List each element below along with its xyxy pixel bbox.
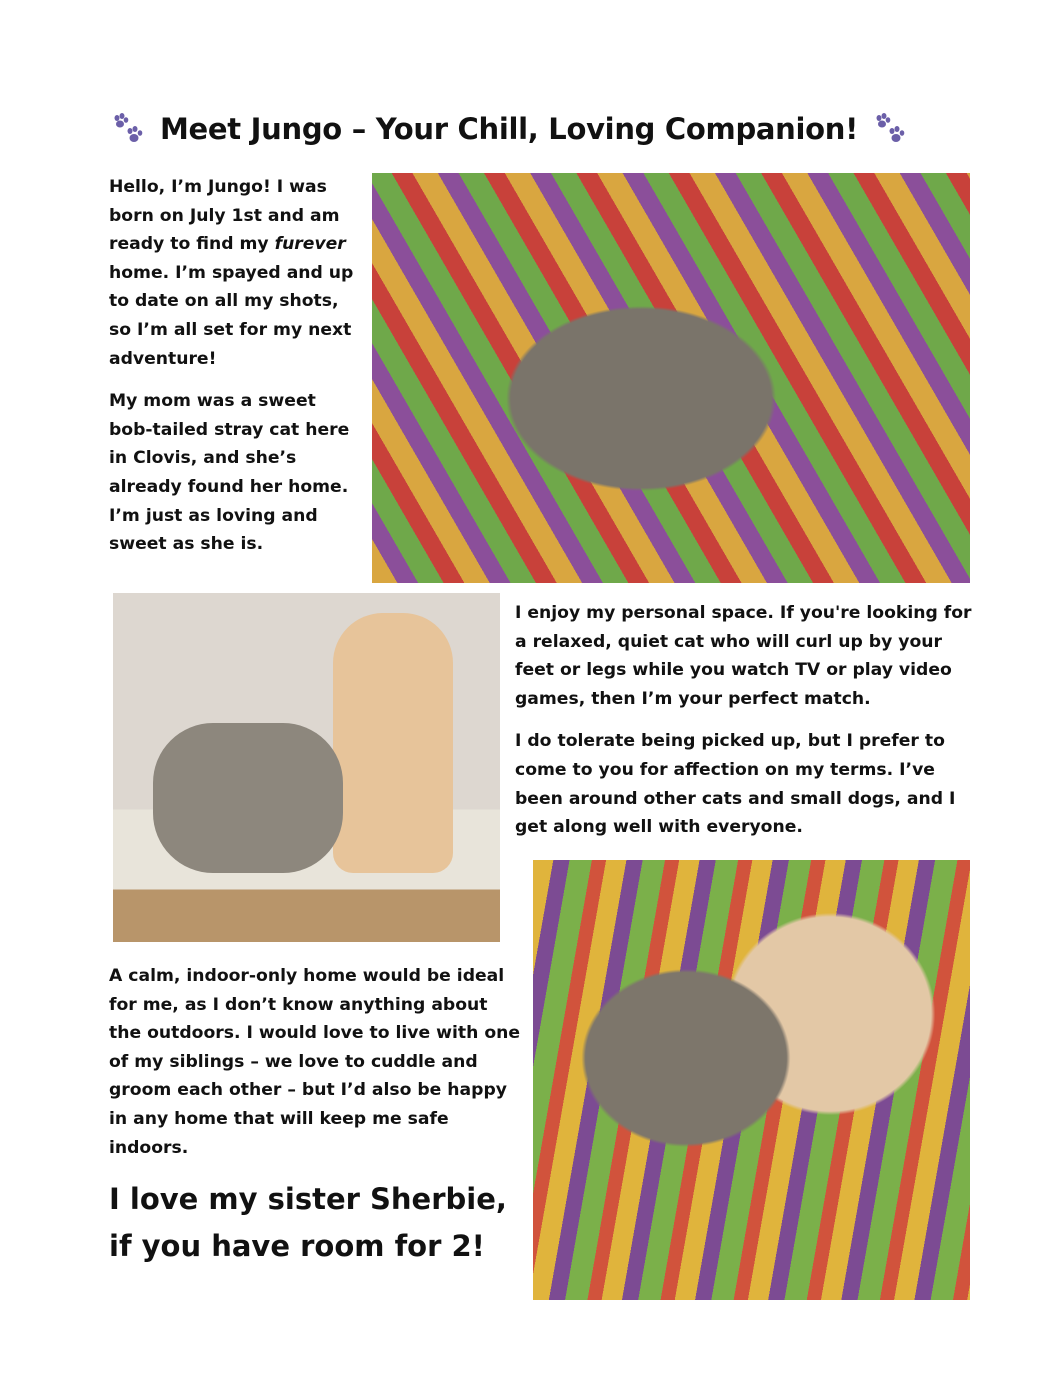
personality-paragraph-2: I do tolerate being picked up, but I prefer to come to you for affection on my terms. I’ve been around other cats and small dogs, and I get along well with everyone. (515, 731, 956, 838)
page-title (110, 112, 940, 146)
home-text (109, 962, 521, 1176)
personality-paragraph-1: I enjoy my personal space. If you're looking for a relaxed, quiet cat who will curl up by your feet or legs while you watch TV or play video games, then I’m your perfect match. (515, 603, 972, 709)
paw-prints-icon (872, 112, 908, 146)
closing-line-2: if you have room for 2! (109, 1229, 485, 1263)
photo-jungo-and-sherbie (533, 860, 970, 1300)
photo-jungo-on-cushion (372, 173, 970, 583)
intro-text (109, 173, 361, 573)
intro-paragraph-2: My mom was a sweet bob-tailed stray cat here in Clovis, and she’s already found her home. I’m just as loving and sweet as she is. (109, 391, 350, 555)
title-text: Meet Jungo – Your Chill, Loving Companion! (160, 112, 859, 146)
closing-line-1: I love my sister Sherbie, (109, 1182, 507, 1216)
closing-text (109, 1176, 507, 1270)
photo-jungo-with-sibling (113, 593, 500, 942)
intro-paragraph-1: Hello, I’m Jungo! I was born on July 1st and am ready to find my furever home. I’m spayed and up to date on all my shots, so I’m all set for my next adventure! (109, 177, 354, 369)
paw-prints-icon (110, 112, 146, 146)
personality-text (515, 599, 980, 856)
home-paragraph: A calm, indoor-only home would be ideal for me, as I don’t know anything about the outdoors. I would love to live with one of my siblings – we love to cuddle and groom each other – but I’d also be happy in any home that will keep me safe indoors. (109, 966, 521, 1158)
